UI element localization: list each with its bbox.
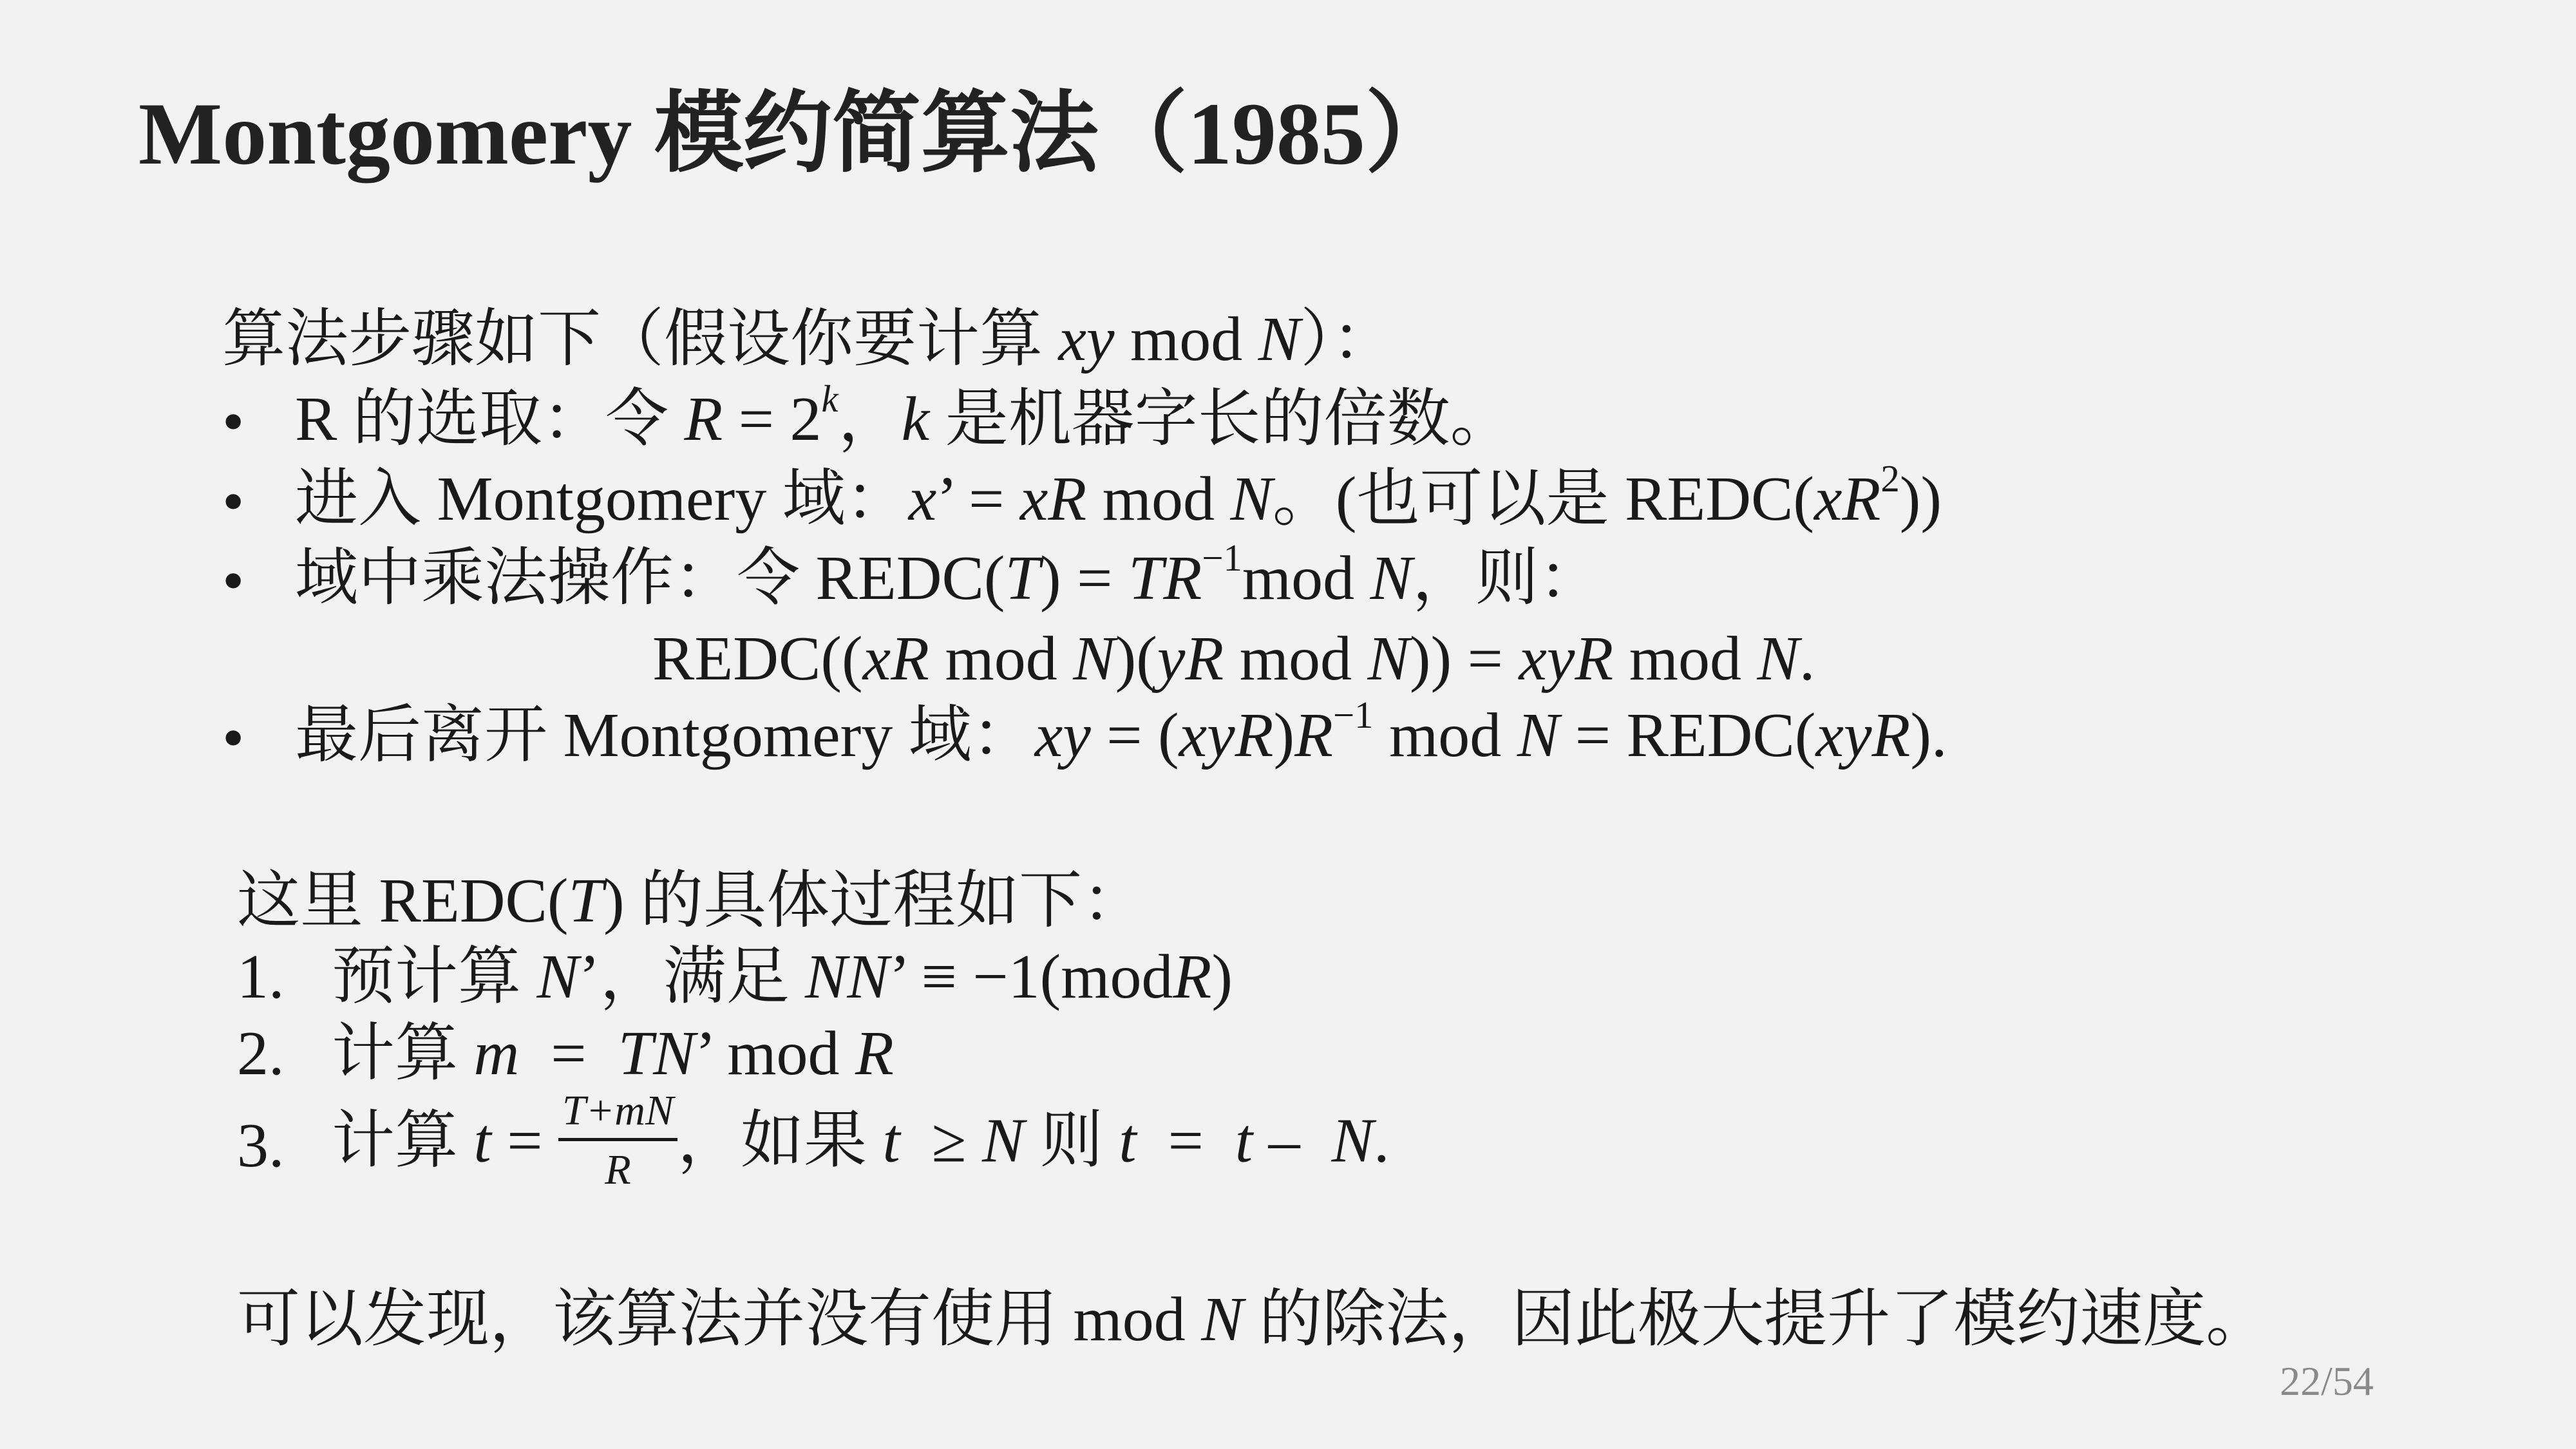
step-formula: REDC((xR mod N)(yR mod N)) = xyR mod N. — [652, 624, 1815, 694]
steps-intro: 算法步骤如下（假设你要计算 xy mod N）： — [222, 305, 1396, 374]
bullet-icon: • — [222, 467, 245, 536]
conclusion: 可以发现，该算法并没有使用 mod N 的除法，因此极大提升了模约速度。 — [237, 1285, 2269, 1354]
redc-step-number: 3. — [237, 1111, 285, 1180]
step-item: 最后离开 Montgomery 域：xy = $(xyR)R^{-1}$ mod N = REDC(xyR). — [295, 694, 1947, 770]
slide-title: Montgomery 模约简算法（1985） — [138, 84, 1454, 183]
bullet-icon: • — [222, 387, 245, 457]
step-item: 进入 Montgomery 域：x’ = xR mod N。(也可以是 $REDC(xR^2)$) — [295, 457, 1942, 534]
redc-step: 预计算 N’，满足 NN’ ≡ −1(modR) — [332, 942, 1233, 1012]
page-number: 22/54 — [2280, 1358, 2374, 1404]
redc-step-number: 2. — [237, 1019, 285, 1088]
fraction: $\frac{T+mN}{R}$ — [558, 1088, 677, 1193]
redc-intro: 这里 REDC(T) 的具体过程如下： — [237, 866, 1146, 936]
redc-step: 计算 m = TN’ mod R — [332, 1019, 894, 1088]
step-item: 域中乘法操作：令 REDC(T) = $TR^{-1}mod$ N，则： — [295, 536, 1602, 613]
redc-step: 计算 t = $\frac{T+mN}{R}$ ，如果 t ≥ N 则 t = t – N. — [332, 1087, 1390, 1194]
bullet-icon: • — [222, 703, 245, 773]
step-item: R 的选取：令 $R = 2^k$，k 是机器字长的倍数。 — [295, 377, 1513, 454]
redc-step-number: 1. — [237, 942, 285, 1012]
bullet-icon: • — [222, 546, 245, 616]
